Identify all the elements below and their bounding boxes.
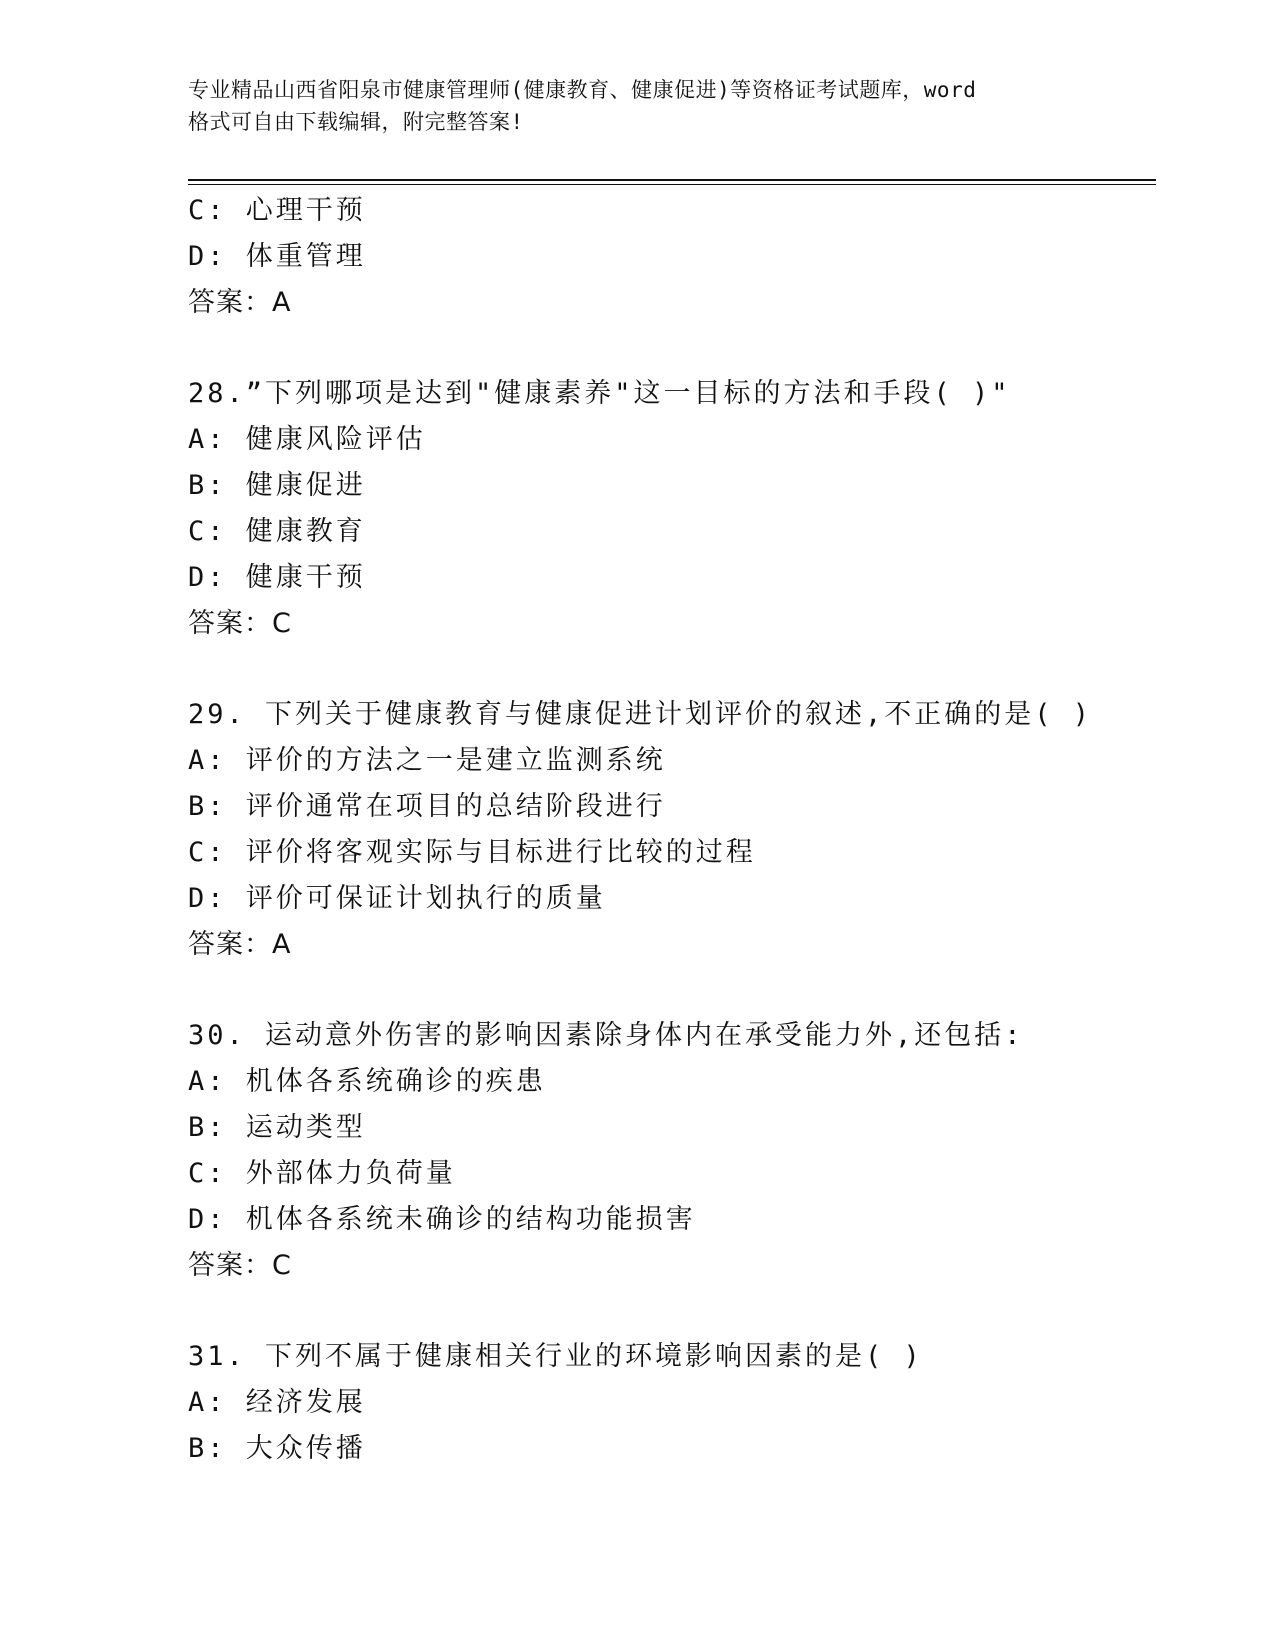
spacer bbox=[188, 326, 1148, 371]
option-c: C: 健康教育 bbox=[188, 516, 366, 547]
question-list bbox=[188, 188, 1148, 1472]
question-31 bbox=[188, 1334, 1148, 1472]
question-30 bbox=[188, 1013, 1148, 1289]
question-text: 29. 下列关于健康教育与健康促进计划评价的叙述,不正确的是( ) bbox=[188, 699, 1093, 730]
option-a: A: 经济发展 bbox=[188, 1387, 366, 1418]
answer: 答案：A bbox=[188, 929, 292, 960]
header-line-1: 专业精品山西省阳泉市健康管理师(健康教育、健康促进)等资格证考试题库，word bbox=[188, 78, 977, 102]
header-rule-thin bbox=[188, 184, 1156, 185]
question-28 bbox=[188, 371, 1148, 647]
spacer bbox=[188, 1289, 1148, 1334]
option-c: C: 评价将客观实际与目标进行比较的过程 bbox=[188, 837, 756, 868]
answer: 答案：C bbox=[188, 1250, 292, 1281]
header-line-2: 格式可自由下载编辑，附完整答案! bbox=[188, 110, 524, 134]
question-29 bbox=[188, 692, 1148, 968]
option-d: D: 评价可保证计划执行的质量 bbox=[188, 883, 606, 914]
spacer bbox=[188, 647, 1148, 692]
option-a: A: 评价的方法之一是建立监测系统 bbox=[188, 745, 666, 776]
question-27-partial bbox=[188, 188, 1148, 326]
option-c: C: 外部体力负荷量 bbox=[188, 1158, 456, 1189]
answer: 答案：A bbox=[188, 287, 292, 318]
option-d: D: 体重管理 bbox=[188, 241, 366, 272]
question-text: 30. 运动意外伤害的影响因素除身体内在承受能力外,还包括: bbox=[188, 1020, 1024, 1051]
document-header bbox=[188, 74, 1088, 138]
option-a: A: 机体各系统确诊的疾患 bbox=[188, 1066, 546, 1097]
spacer bbox=[188, 968, 1148, 1013]
option-b: B: 评价通常在项目的总结阶段进行 bbox=[188, 791, 666, 822]
option-b: B: 健康促进 bbox=[188, 470, 366, 501]
option-c: C: 心理干预 bbox=[188, 195, 366, 226]
option-d: D: 机体各系统未确诊的结构功能损害 bbox=[188, 1204, 696, 1235]
question-text: 28.”下列哪项是达到"健康素养"这一目标的方法和手段( )" bbox=[188, 378, 1011, 409]
header-rule-thick bbox=[188, 179, 1156, 181]
question-text: 31. 下列不属于健康相关行业的环境影响因素的是( ) bbox=[188, 1341, 923, 1372]
option-b: B: 运动类型 bbox=[188, 1112, 366, 1143]
answer: 答案：C bbox=[188, 608, 292, 639]
option-a: A: 健康风险评估 bbox=[188, 424, 426, 455]
option-b: B: 大众传播 bbox=[188, 1433, 366, 1464]
option-d: D: 健康干预 bbox=[188, 562, 366, 593]
